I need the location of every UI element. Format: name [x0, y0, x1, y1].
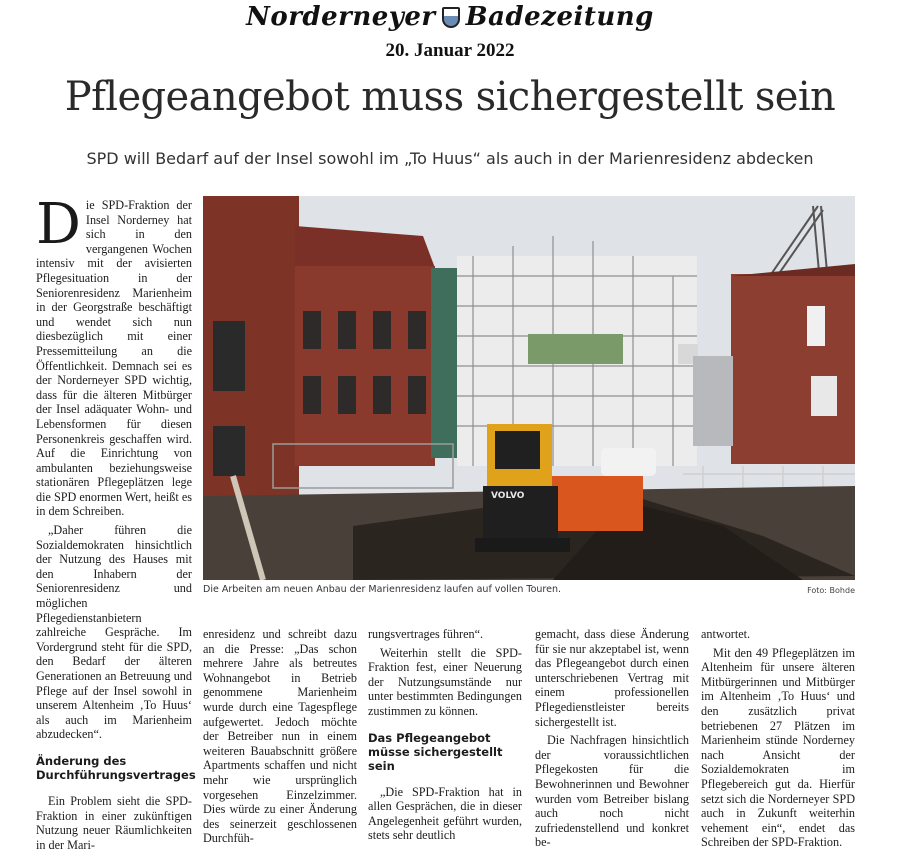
construction-site-photo	[203, 196, 855, 580]
article-column-3	[368, 627, 522, 847]
article-column-5	[701, 627, 855, 854]
excavator-brand-label: VOLVO	[491, 491, 525, 501]
article-column-1	[36, 192, 196, 856]
photo-caption: Die Arbeiten am neuen Anbau der Marienresidenz laufen auf vollen Touren.	[203, 584, 562, 595]
article-paragraph: „Daher führen die Sozialdemokraten hinsichtlich der Nutzung des Hauses mit den Inhabern der Seniorenresidenz und möglichen Pflegedienstanbietern zahlreiche Gespräche. Im Vordergrund steht für die SPD, den Bedarf der älteren Generationen an Betreuung und Pflege auf der Insel sowohl in unserem Altenheim ‚To Huus‘ als auch im Marienheim abzudecken“.	[36, 523, 192, 742]
article-subhead: Änderung des Durchführungsvertrages	[36, 753, 196, 782]
article-paragraph: Die SPD-Fraktion der Insel Norderney hat sich in den vergangenen Wochen intensiv mit der avisierten Pflegesituation in der Seniorenresidenz Marienheim in der Georgstraße beschäftigt und wendet sich nun diesbezüglich mit einer Pressemitteilung an die Öffentlichkeit. Demnach sei es der Norderneyer SPD wichtig, dass für die älteren Mitbürger der Insel adäquater Wohn- und Lebensformen für diesen Personenkreis geschaffen wird. Auf die Einrichtung von ambulanten beziehungsweise stationären Pflegeplätzen lege die SPD enormen Wert, heißt es in dem Schreiben.	[36, 192, 192, 519]
article-paragraph: Mit den 49 Pflegeplätzen im Altenheim für unsere älteren Mitbürgerinnen und Mitbürger im Altenheim ‚To Huus‘ und den zusätzlich privat betriebenen 27 Plätzen im Marienheim stünde Norderney nach Ansicht der Sozialdemokraten im Pflegebereich gut da. Hierfür setzt sich die Norderneyer SPD auch in Zukunft weiterhin vehement ein“, endet das Schreiben der SPD-Fraktion.	[701, 645, 855, 850]
article-paragraph: Die Nachfragen hinsichtlich der voraussichtlichen Pflegekosten für die Bewohnerinnen und Bewohner wurden vom Betreiber bislang auch noch nicht zufriedenstellend und konkret be-	[535, 733, 689, 850]
article-column-2	[203, 627, 357, 850]
article-photo	[203, 196, 855, 580]
article-paragraph: antwortet.	[701, 627, 751, 641]
masthead-name-part2: Badezeitung	[465, 2, 654, 32]
article-column-4	[535, 627, 689, 854]
drop-cap: D	[36, 192, 81, 257]
article-paragraph: Ein Problem sieht die SPD-Fraktion in einer zukünftigen Nutzung neuer Räumlichkeiten in der Mari-	[36, 793, 192, 852]
article-subhead: Das Pflegeangebot müsse sichergestellt sein	[368, 730, 503, 773]
coat-of-arms-icon	[442, 7, 460, 28]
issue-date: 20. Januar 2022	[385, 40, 515, 61]
article-paragraph: Weiterhin stellt die SPD-Fraktion fest, einer Neuerung der Nutzungsumstände nur unter bestimmten Bedingungen zustimmen zu können.	[368, 645, 522, 718]
photo-credit: Foto: Bohde	[807, 586, 855, 595]
article-subheadline: SPD will Bedarf auf der Insel sowohl im „To Huus“ als auch in der Marienresidenz abdecken	[86, 149, 814, 168]
masthead-name-part1: Norderneyer	[246, 2, 436, 32]
newspaper-masthead	[0, 2, 900, 32]
article-paragraph: rungsvertrages führen“.	[368, 627, 484, 641]
article-paragraph: „Die SPD-Fraktion hat in allen Gesprächen, die in dieser Angelegenheit geführt wurden, stets sehr deutlich	[368, 784, 522, 843]
article-paragraph: gemacht, dass diese Änderung für sie nur akzeptabel ist, wenn das Pflegeangebot durch einen unterschriebenen Vertrag mit einem professionellen Pflegedienstleister bereits sichergestellt ist.	[535, 627, 689, 729]
article-paragraph: enresidenz und schreibt dazu an die Presse: „Das schon mehrere Jahre als betreutes Wohnangebot in Betrieb genommene Marienheim wurde durch eine Tagespflege aufgewertet. Jedoch möchte der Betreiber nun in einem weiteren Bauabschnitt größere Apartments schaffen und nicht mehr wie ursprünglich vorgesehen Einzelzimmer. Dies würde zu einer Änderung des seinerzeit geschlossenen Durchfüh-	[203, 627, 357, 846]
article-headline: Pflegeangebot muss sichergestellt sein	[64, 74, 836, 120]
